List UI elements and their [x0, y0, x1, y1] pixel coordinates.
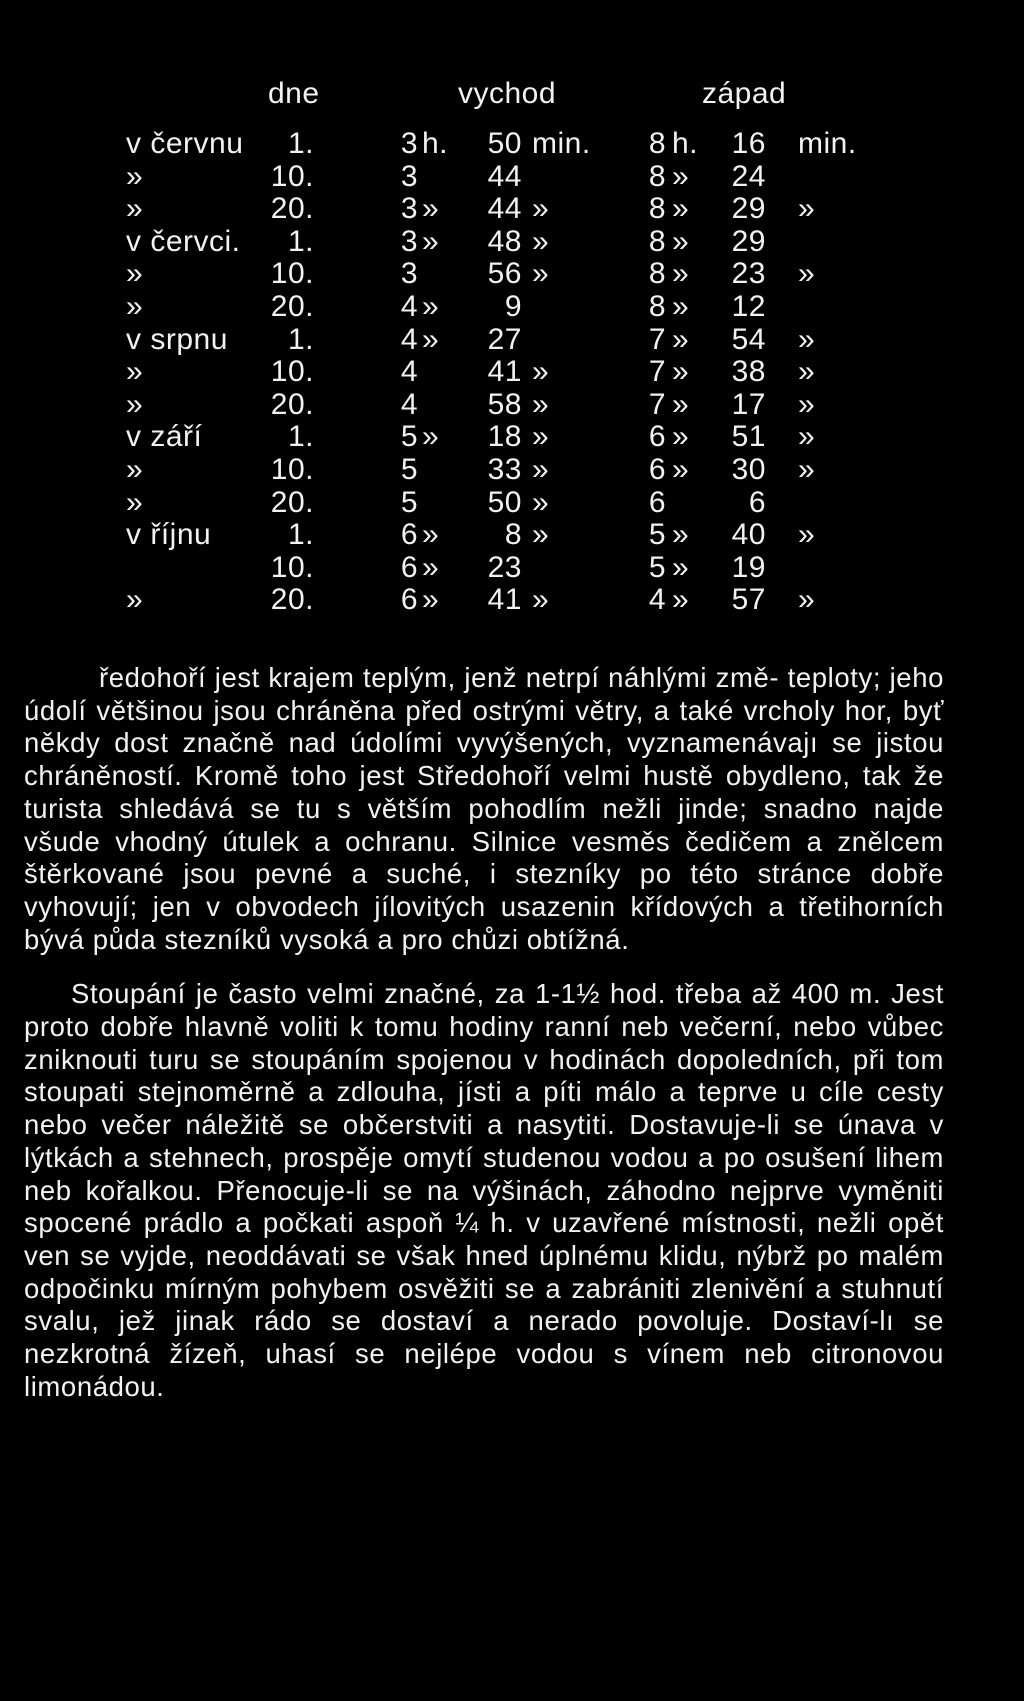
sunset-minute: 17 — [731, 387, 766, 421]
sunset-hour-mark: » — [672, 192, 690, 226]
row-month: » — [126, 355, 144, 389]
row-month: » — [126, 257, 144, 291]
row-day: 1. — [287, 127, 314, 160]
table-row — [0, 193, 1024, 226]
sunset-hour-mark: » — [672, 550, 690, 584]
sunrise-hour-mark: » — [422, 224, 440, 258]
row-month: » — [126, 387, 144, 421]
row-day: 20. — [270, 485, 314, 519]
sunrise-hour-mark: » — [422, 518, 440, 552]
sunset-minute-mark: » — [798, 322, 816, 356]
row-day: 1. — [287, 322, 314, 356]
sunset-hour-mark: » — [672, 257, 690, 291]
sunset-hour: 8 — [648, 159, 666, 193]
row-day: 1. — [287, 224, 314, 258]
sunrise-sunset-table — [0, 78, 1024, 617]
row-day: 20. — [270, 289, 314, 323]
sunset-hour-mark: » — [672, 322, 690, 356]
sunset-hour-mark: h. — [672, 127, 699, 160]
sunrise-minute-mark: » — [532, 257, 550, 291]
sunset-minute: 38 — [731, 355, 766, 389]
sunset-hour: 7 — [648, 355, 666, 389]
sunrise-minute: 8 — [504, 518, 522, 552]
sunrise-minute-mark: » — [532, 583, 550, 617]
sunrise-minute: 41 — [487, 583, 522, 617]
sunrise-hour-mark: » — [422, 583, 440, 617]
table-row — [0, 161, 1024, 194]
sunset-minute: 24 — [731, 159, 766, 193]
row-day: 20. — [270, 387, 314, 421]
sunset-hour: 6 — [648, 452, 666, 486]
sunrise-hour: 6 — [400, 518, 418, 552]
row-month: » — [126, 485, 144, 519]
sunrise-minute: 50 — [487, 485, 522, 519]
row-day: 20. — [270, 192, 314, 226]
row-month: » — [126, 583, 144, 617]
sunrise-hour: 5 — [400, 452, 418, 486]
header-sunset: západ — [702, 77, 787, 110]
sunrise-hour-mark: h. — [422, 127, 449, 160]
sunset-minute: 57 — [731, 583, 766, 617]
sunrise-minute-mark: » — [532, 192, 550, 226]
sunrise-hour: 4 — [400, 387, 418, 421]
sunrise-minute: 48 — [487, 224, 522, 258]
sunset-minute: 19 — [731, 550, 766, 584]
paragraph-climate: ředohoří jest krajem teplým, jenž netrpí náhlými změ- teploty; jeho údolí většinou jsou chráněna před ostrými větry, a také vrcholy hor, byť někdy dost značně nad údolími vyvýšených, vyznamenávajı se jistou chráněností. Kromě toho jest Středohoří velmi hustě obydleno, tak že turista shledává se tu s větším pohodlím nežli jinde; snadno najde všude vhodný útulek a ochranu. Silnice vesměs čedičem a znělcem štěrkované jsou pevné a suché, i stezníky po této stránce dobře vyhovují; jen v obvodech jílovitých usazenin křídových a třetihorních bývá půda stezníků vysoká a pro chůzi obtížná. — [24, 662, 944, 955]
sunrise-minute: 58 — [487, 387, 522, 421]
sunset-hour: 5 — [648, 550, 666, 584]
sunrise-minute: 23 — [487, 550, 522, 584]
sunset-minute-mark: min. — [798, 127, 857, 160]
sunrise-minute-mark: » — [532, 485, 550, 519]
sunset-hour: 7 — [648, 322, 666, 356]
table-row — [0, 421, 1024, 454]
sunset-minute-mark: » — [798, 583, 816, 617]
row-day: 10. — [270, 452, 314, 486]
sunrise-hour-mark: » — [422, 192, 440, 226]
sunset-hour-mark: » — [672, 452, 690, 486]
sunset-minute-mark: » — [798, 387, 816, 421]
sunset-hour-mark: » — [672, 583, 690, 617]
table-row — [0, 324, 1024, 357]
sunrise-hour-mark: » — [422, 322, 440, 356]
row-day: 20. — [270, 583, 314, 617]
sunrise-hour-mark: » — [422, 420, 440, 454]
sunrise-hour: 3 — [400, 257, 418, 291]
table-row — [0, 389, 1024, 422]
sunrise-hour: 3 — [400, 159, 418, 193]
sunset-minute: 6 — [748, 485, 766, 519]
table-row — [0, 519, 1024, 552]
sunset-minute: 30 — [731, 452, 766, 486]
table-row — [0, 291, 1024, 324]
sunset-minute-mark: » — [798, 452, 816, 486]
sunrise-hour: 3 — [400, 192, 418, 226]
row-day: 1. — [287, 518, 314, 552]
sunrise-hour: 6 — [400, 583, 418, 617]
table-header — [0, 78, 1024, 128]
sunrise-minute: 56 — [487, 257, 522, 291]
sunrise-hour: 3 — [400, 224, 418, 258]
sunrise-minute: 33 — [487, 452, 522, 486]
sunset-minute-mark: » — [798, 257, 816, 291]
table-body — [0, 128, 1024, 617]
sunrise-minute-mark: » — [532, 224, 550, 258]
row-day: 10. — [270, 355, 314, 389]
sunrise-hour: 4 — [400, 289, 418, 323]
sunrise-minute-mark: » — [532, 355, 550, 389]
row-month: v červci. — [126, 224, 241, 258]
sunset-hour-mark: » — [672, 387, 690, 421]
table-row — [0, 258, 1024, 291]
header-day: dne — [268, 77, 320, 110]
table-row — [0, 356, 1024, 389]
sunset-minute: 29 — [731, 224, 766, 258]
body-text — [24, 662, 944, 1403]
sunset-hour-mark: » — [672, 224, 690, 258]
sunset-hour: 6 — [648, 420, 666, 454]
row-day: 10. — [270, 550, 314, 584]
sunrise-minute: 27 — [487, 322, 522, 356]
sunset-minute-mark: » — [798, 420, 816, 454]
row-month: v srpnu — [126, 322, 228, 356]
row-day: 10. — [270, 159, 314, 193]
sunrise-minute-mark: » — [532, 387, 550, 421]
sunrise-minute-mark: » — [532, 420, 550, 454]
row-day: 1. — [287, 420, 314, 454]
sunset-hour: 8 — [648, 257, 666, 291]
table-row — [0, 487, 1024, 520]
sunset-minute: 40 — [731, 518, 766, 552]
paragraph-advice: Stoupání je často velmi značné, za 1-1½ hod. třeba až 400 m. Jest proto dobře hlavně voliti k tomu hodiny ranní neb večerní, nebo vůbec zniknouti turu se stoupáním spojenou v hodinách dopoledních, při tom stoupati stejnoměrně a zdlouha, jísti a píti málo a teprve u cíle cesty nebo večer náležitě se občerstviti a nasytiti. Dostavuje-li se únava v lýtkách a stehnech, prospěje omytí studenou vodou a po osušení lihem neb kořalkou. Přenocuje-li se na výšinách, záhodno nejprve vyměniti spocené prádlo a počkati aspoň ¼ h. v uzavřené místnosti, nežli opět ven se vyjde, neoddávati se však hned úplnému klidu, nýbrž po malém odpočinku mírným pohybem osvěžiti se a zabrániti zlenivění a stuhnutí svalu, jež jinak rádo se dostaví a nerado povoluje. Dostaví-lı se nezkrotná žízeň, uhasí se nejlépe vodou s vínem neb citronovou limonádou. — [24, 978, 944, 1402]
row-month: » — [126, 289, 144, 323]
sunrise-minute: 41 — [487, 355, 522, 389]
sunset-hour: 4 — [648, 583, 666, 617]
sunset-hour: 5 — [648, 518, 666, 552]
sunset-minute-mark: » — [798, 518, 816, 552]
row-month: » — [126, 452, 144, 486]
row-month: » — [126, 159, 144, 193]
sunrise-minute: 50 — [487, 127, 522, 160]
sunset-hour-mark: » — [672, 355, 690, 389]
table-row — [0, 552, 1024, 585]
sunset-hour: 8 — [648, 224, 666, 258]
sunset-hour: 8 — [648, 127, 666, 160]
sunrise-hour: 3 — [400, 127, 418, 160]
sunset-hour: 8 — [648, 289, 666, 323]
row-day: 10. — [270, 257, 314, 291]
sunrise-minute-mark: » — [532, 518, 550, 552]
table-row — [0, 128, 1024, 161]
sunrise-hour: 5 — [400, 485, 418, 519]
sunrise-hour: 4 — [400, 355, 418, 389]
sunrise-hour-mark: » — [422, 289, 440, 323]
sunset-minute: 23 — [731, 257, 766, 291]
sunset-hour-mark: » — [672, 518, 690, 552]
sunset-minute: 54 — [731, 322, 766, 356]
table-row — [0, 226, 1024, 259]
sunrise-minute: 18 — [487, 420, 522, 454]
row-month: v červnu — [126, 127, 244, 160]
row-month: » — [126, 192, 144, 226]
header-sunrise: vychod — [458, 77, 557, 110]
table-row — [0, 584, 1024, 617]
sunrise-minute: 9 — [504, 289, 522, 323]
sunrise-minute-mark: min. — [532, 127, 591, 160]
sunset-hour-mark: » — [672, 289, 690, 323]
sunrise-hour: 4 — [400, 322, 418, 356]
sunrise-hour-mark: » — [422, 550, 440, 584]
sunset-hour-mark: » — [672, 420, 690, 454]
sunrise-minute: 44 — [487, 192, 522, 226]
sunset-minute: 51 — [731, 420, 766, 454]
sunset-minute-mark: » — [798, 192, 816, 226]
sunrise-hour: 5 — [400, 420, 418, 454]
row-month: v září — [126, 420, 203, 454]
sunrise-minute-mark: » — [532, 452, 550, 486]
sunset-hour: 7 — [648, 387, 666, 421]
sunrise-hour: 6 — [400, 550, 418, 584]
table-row — [0, 454, 1024, 487]
row-month: v říjnu — [126, 518, 212, 552]
sunset-minute: 29 — [731, 192, 766, 226]
sunrise-minute: 44 — [487, 159, 522, 193]
sunset-hour: 6 — [648, 485, 666, 519]
sunset-hour: 8 — [648, 192, 666, 226]
sunset-minute: 12 — [731, 289, 766, 323]
sunset-minute-mark: » — [798, 355, 816, 389]
sunset-minute: 16 — [731, 127, 766, 160]
sunset-hour-mark: » — [672, 159, 690, 193]
